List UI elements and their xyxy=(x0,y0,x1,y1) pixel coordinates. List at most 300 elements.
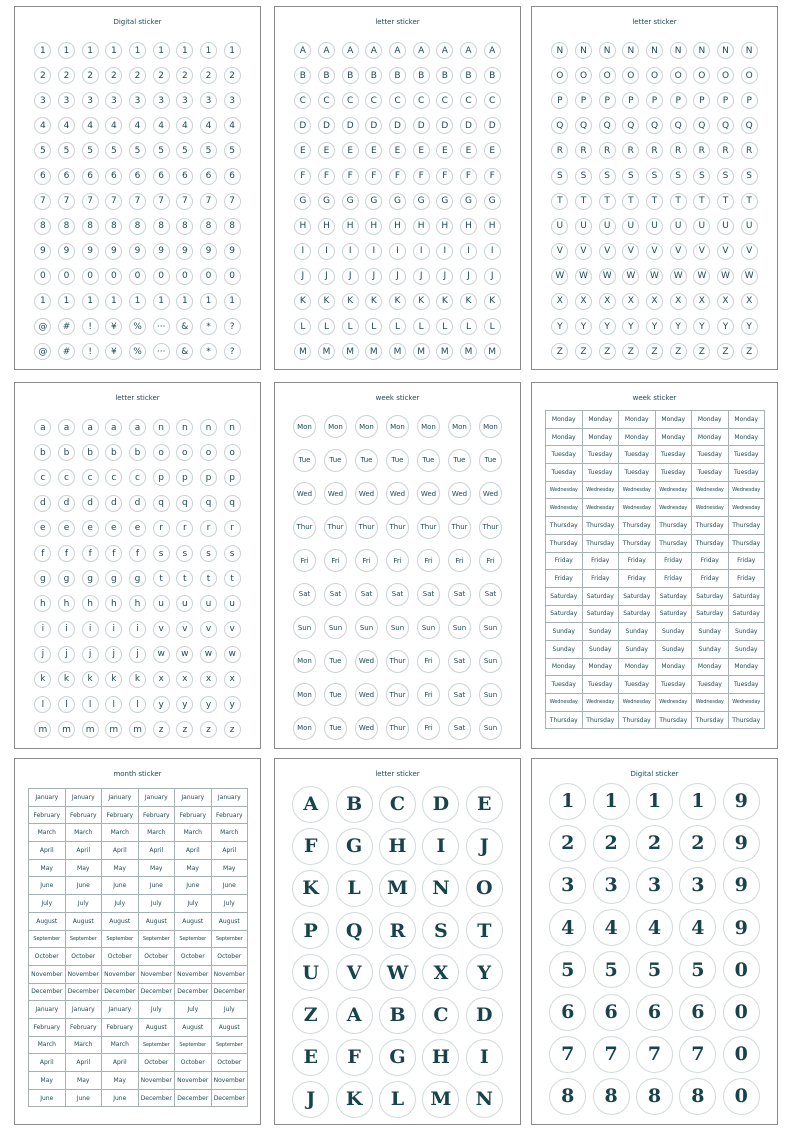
sticker-circle: 6 xyxy=(200,168,217,185)
sticker-circle: Sun xyxy=(479,616,502,639)
sticker-circle: x xyxy=(176,671,193,688)
table-cell: Saturday xyxy=(619,588,656,606)
table-cell: Tuesday xyxy=(729,446,766,464)
sticker-circle: W xyxy=(741,268,758,285)
table-cell: March xyxy=(102,824,139,842)
table-cell: April xyxy=(29,842,66,860)
sticker-circle: U xyxy=(622,218,639,235)
table-cell: Tuesday xyxy=(656,676,693,694)
sticker-circle: 0 xyxy=(723,1036,760,1073)
sheet-title: letter sticker xyxy=(632,18,677,26)
sticker-circle: L xyxy=(484,318,501,335)
table-cell: Tuesday xyxy=(619,464,656,482)
sticker-circle: F xyxy=(460,168,477,185)
sticker-circle: Tue xyxy=(386,449,409,472)
sticker-circle: U xyxy=(741,218,758,235)
sticker-circle: Mon xyxy=(417,415,440,438)
sticker-circle: Z xyxy=(622,343,639,360)
sticker-circle: C xyxy=(484,92,501,109)
table-cell: August xyxy=(139,913,176,931)
table-cell: November xyxy=(139,1072,176,1090)
sticker-circle: S xyxy=(693,168,710,185)
table-cell: June xyxy=(139,877,176,895)
sticker-circle: S xyxy=(670,168,687,185)
sticker-circle: c xyxy=(129,469,146,486)
table-cell: January xyxy=(102,789,139,807)
sticker-circle: J xyxy=(292,1081,329,1118)
table-cell: September xyxy=(212,1037,249,1055)
sticker-circle: K xyxy=(292,870,329,907)
sticker-circle: 7 xyxy=(82,193,99,210)
sticker-circle: J xyxy=(365,268,382,285)
sticker-circle: # xyxy=(58,343,75,360)
sticker-circle: 3 xyxy=(58,92,75,109)
sticker-circle: 0 xyxy=(723,1078,760,1115)
sticker-circle: 7 xyxy=(58,193,75,210)
sticker-circle: X xyxy=(741,293,758,310)
table-cell: March xyxy=(66,1037,103,1055)
sticker-circle: % xyxy=(129,343,146,360)
sticker-circle: O xyxy=(670,67,687,84)
table-cell: Tuesday xyxy=(619,446,656,464)
sticker-circle: H xyxy=(365,218,382,235)
sticker-circle: 1 xyxy=(200,42,217,59)
table-cell: July xyxy=(66,895,103,913)
sticker-circle: b xyxy=(105,444,122,461)
sticker-circle: T xyxy=(646,193,663,210)
table-cell: Monday xyxy=(656,429,693,447)
sticker-circle: ? xyxy=(224,343,241,360)
sticker-circle: L xyxy=(342,318,359,335)
sticker-circle: 0 xyxy=(129,268,146,285)
sticker-circle: O xyxy=(717,67,734,84)
table-cell: November xyxy=(175,1072,212,1090)
sticker-circle: 1 xyxy=(34,293,51,310)
sticker-circle: B xyxy=(294,67,311,84)
table-cell: Monday xyxy=(546,659,583,677)
sticker-circle: Q xyxy=(551,117,568,134)
sticker-circle: T xyxy=(575,193,592,210)
sticker-circle: B xyxy=(342,67,359,84)
sticker-circle: I xyxy=(466,1039,503,1076)
sticker-circle: O xyxy=(551,67,568,84)
sticker-circle: G xyxy=(342,193,359,210)
sticker-circle: X xyxy=(551,293,568,310)
sticker-circle: Tue xyxy=(324,683,347,706)
sticker-circle: & xyxy=(176,343,193,360)
sticker-circle: t xyxy=(153,570,170,587)
sticker-circle: Thur xyxy=(386,516,409,539)
sticker-circle: R xyxy=(670,142,687,159)
table-cell: December xyxy=(212,984,249,1002)
sticker-circle: D xyxy=(413,117,430,134)
sticker-circle: c xyxy=(82,469,99,486)
sticker-circle: A xyxy=(413,42,430,59)
sticker-circle: V xyxy=(551,243,568,260)
table-cell: July xyxy=(175,895,212,913)
sticker-circle: Q xyxy=(717,117,734,134)
sticker-circle: h xyxy=(105,595,122,612)
sticker-circle: 9 xyxy=(224,243,241,260)
sticker-circle: V xyxy=(599,243,616,260)
sticker-circle: I xyxy=(318,243,335,260)
sticker-circle: Y xyxy=(466,954,503,991)
sticker-circle: J xyxy=(460,268,477,285)
table-cell: Saturday xyxy=(546,606,583,624)
sticker-circle: d xyxy=(129,495,146,512)
sticker-circle: 0 xyxy=(723,951,760,988)
sticker-circle: R xyxy=(599,142,616,159)
sticker-circle: m xyxy=(58,721,75,738)
table-cell: Tuesday xyxy=(692,464,729,482)
sticker-circle: O xyxy=(575,67,592,84)
sticker-circle: K xyxy=(436,293,453,310)
sticker-circle: P xyxy=(551,92,568,109)
sticker-circle: v xyxy=(200,621,217,638)
sticker-circle: g xyxy=(82,570,99,587)
sticker-circle: w xyxy=(224,646,241,663)
sticker-circle: 1 xyxy=(224,293,241,310)
sticker-circle: k xyxy=(129,671,146,688)
sticker-circle: 4 xyxy=(636,909,673,946)
sticker-circle: D xyxy=(342,117,359,134)
sticker-circle: ! xyxy=(82,343,99,360)
table-cell: September xyxy=(212,931,249,949)
sticker-circle: w xyxy=(176,646,193,663)
sticker-circle: @ xyxy=(34,318,51,335)
sticker-table xyxy=(545,410,765,729)
sticker-circle: % xyxy=(129,318,146,335)
sticker-circle: 2 xyxy=(34,67,51,84)
table-cell: September xyxy=(66,931,103,949)
sticker-grid xyxy=(291,38,504,364)
sticker-circle: l xyxy=(82,696,99,713)
sticker-circle: v xyxy=(224,621,241,638)
table-cell: December xyxy=(102,984,139,1002)
table-cell: February xyxy=(212,807,249,825)
table-cell: Sunday xyxy=(546,641,583,659)
sticker-circle: N xyxy=(670,42,687,59)
sticker-circle: N xyxy=(693,42,710,59)
sticker-circle: 6 xyxy=(176,168,193,185)
sticker-circle: Sun xyxy=(324,616,347,639)
sticker-circle: Sat xyxy=(479,583,502,606)
sticker-circle: R xyxy=(741,142,758,159)
sticker-circle: Z xyxy=(599,343,616,360)
table-cell: August xyxy=(139,1019,176,1037)
sticker-circle: A xyxy=(336,997,373,1034)
sticker-circle: 9 xyxy=(723,825,760,862)
sticker-circle: V xyxy=(336,954,373,991)
sticker-circle: I xyxy=(413,243,430,260)
sticker-circle: N xyxy=(422,870,459,907)
table-cell: Monday xyxy=(692,429,729,447)
table-cell: September xyxy=(102,931,139,949)
sticker-circle: G xyxy=(389,193,406,210)
sticker-circle: Tue xyxy=(448,449,471,472)
sticker-circle: 6 xyxy=(636,994,673,1031)
sticker-circle: M xyxy=(342,343,359,360)
sticker-circle: Mon xyxy=(386,415,409,438)
sticker-circle: 9 xyxy=(58,243,75,260)
table-cell: September xyxy=(139,931,176,949)
table-cell: January xyxy=(66,1001,103,1019)
sticker-circle: o xyxy=(176,444,193,461)
sticker-circle: ¥ xyxy=(105,343,122,360)
table-cell: Thursday xyxy=(729,517,766,535)
sticker-circle: B xyxy=(460,67,477,84)
sticker-circle: W xyxy=(622,268,639,285)
sticker-circle: Sat xyxy=(386,583,409,606)
sticker-circle: F xyxy=(389,168,406,185)
sticker-circle: L xyxy=(336,870,373,907)
sticker-circle: n xyxy=(200,419,217,436)
sticker-circle: 5 xyxy=(34,142,51,159)
sticker-circle: u xyxy=(176,595,193,612)
sticker-circle: r xyxy=(224,520,241,537)
sticker-circle: n xyxy=(224,419,241,436)
table-cell: Thursday xyxy=(692,535,729,553)
sticker-circle: J xyxy=(436,268,453,285)
table-cell: Tuesday xyxy=(692,676,729,694)
sticker-circle: y xyxy=(153,696,170,713)
sticker-circle: F xyxy=(436,168,453,185)
table-cell: Wednesday xyxy=(729,482,766,500)
sticker-circle: i xyxy=(82,621,99,638)
table-cell: Friday xyxy=(619,553,656,571)
sticker-circle: 2 xyxy=(636,825,673,862)
sticker-circle: 6 xyxy=(129,168,146,185)
sticker-circle: g xyxy=(129,570,146,587)
table-cell: August xyxy=(29,913,66,931)
table-cell: May xyxy=(102,1072,139,1090)
sticker-circle: G xyxy=(365,193,382,210)
sticker-circle: G xyxy=(294,193,311,210)
sticker-circle: Tue xyxy=(324,449,347,472)
sticker-circle: 6 xyxy=(105,168,122,185)
sticker-circle: n xyxy=(153,419,170,436)
sticker-circle: M xyxy=(365,343,382,360)
sticker-circle: Thur xyxy=(386,683,409,706)
sticker-circle: R xyxy=(646,142,663,159)
sticker-grid xyxy=(31,38,244,364)
sticker-circle: 8 xyxy=(224,218,241,235)
sticker-circle: 0 xyxy=(224,268,241,285)
table-cell: February xyxy=(29,1019,66,1037)
table-cell: Thursday xyxy=(546,535,583,553)
sticker-circle: Z xyxy=(717,343,734,360)
sticker-circle: 1 xyxy=(153,42,170,59)
sticker-circle: Sat xyxy=(448,650,471,673)
sticker-circle: ¥ xyxy=(105,318,122,335)
sticker-circle: m xyxy=(82,721,99,738)
sticker-circle: Sun xyxy=(293,616,316,639)
sticker-circle: B xyxy=(413,67,430,84)
sticker-circle: J xyxy=(342,268,359,285)
sticker-circle: x xyxy=(200,671,217,688)
sticker-circle: 8 xyxy=(58,218,75,235)
sticker-circle: T xyxy=(466,912,503,949)
sticker-circle: P xyxy=(292,912,329,949)
sticker-circle: 7 xyxy=(129,193,146,210)
table-cell: Saturday xyxy=(546,588,583,606)
table-cell: Wednesday xyxy=(546,482,583,500)
sticker-circle: 8 xyxy=(82,218,99,235)
sticker-circle: J xyxy=(294,268,311,285)
sticker-circle: B xyxy=(336,786,373,823)
table-cell: Wednesday xyxy=(546,499,583,517)
table-cell: Saturday xyxy=(729,606,766,624)
sticker-circle: c xyxy=(105,469,122,486)
sticker-circle: W xyxy=(551,268,568,285)
sticker-circle: Wed xyxy=(355,482,378,505)
sticker-circle: j xyxy=(129,646,146,663)
sticker-circle: 5 xyxy=(105,142,122,159)
sticker-circle: 3 xyxy=(549,867,586,904)
sticker-circle: g xyxy=(58,570,75,587)
sticker-circle: G xyxy=(436,193,453,210)
sticker-circle: S xyxy=(422,912,459,949)
sticker-circle: Wed xyxy=(355,650,378,673)
sticker-circle: Mon xyxy=(293,717,316,740)
sticker-circle: Sun xyxy=(479,683,502,706)
sticker-circle: Sat xyxy=(448,683,471,706)
table-cell: April xyxy=(102,1054,139,1072)
sticker-circle: Tue xyxy=(324,717,347,740)
sticker-circle: Mon xyxy=(355,415,378,438)
sticker-circle: 1 xyxy=(82,42,99,59)
table-cell: Sunday xyxy=(692,623,729,641)
sticker-circle: 6 xyxy=(153,168,170,185)
sticker-circle: B xyxy=(318,67,335,84)
sticker-circle: T xyxy=(741,193,758,210)
sticker-circle: S xyxy=(575,168,592,185)
sticker-circle: A xyxy=(365,42,382,59)
sticker-circle: C xyxy=(413,92,430,109)
table-cell: July xyxy=(175,1001,212,1019)
table-cell: May xyxy=(139,860,176,878)
sticker-circle: E xyxy=(365,142,382,159)
sticker-circle: & xyxy=(176,318,193,335)
table-cell: Wednesday xyxy=(619,694,656,712)
table-cell: Wednesday xyxy=(656,694,693,712)
sticker-circle: 9 xyxy=(723,909,760,946)
sticker-circle: Z xyxy=(670,343,687,360)
sticker-circle: K xyxy=(389,293,406,310)
sticker-circle: B xyxy=(484,67,501,84)
sticker-circle: 2 xyxy=(176,67,193,84)
sticker-circle: Sat xyxy=(293,583,316,606)
sticker-circle: Z xyxy=(741,343,758,360)
table-cell: Thursday xyxy=(692,517,729,535)
sticker-circle: A xyxy=(318,42,335,59)
sticker-circle: f xyxy=(34,545,51,562)
sticker-circle: d xyxy=(105,495,122,512)
table-cell: Tuesday xyxy=(619,676,656,694)
sticker-circle: q xyxy=(153,495,170,512)
sticker-grid xyxy=(289,410,506,745)
table-cell: December xyxy=(139,984,176,1002)
sticker-circle: E xyxy=(294,142,311,159)
sticker-circle: G xyxy=(379,1039,416,1076)
table-cell: Thursday xyxy=(729,535,766,553)
sticker-circle: Wed xyxy=(417,482,440,505)
sticker-circle: Fri xyxy=(417,650,440,673)
sticker-circle: 5 xyxy=(636,951,673,988)
table-cell: October xyxy=(102,948,139,966)
sticker-circle: X xyxy=(693,293,710,310)
sticker-circle: 1 xyxy=(129,293,146,310)
table-cell: November xyxy=(175,966,212,984)
table-cell: March xyxy=(29,1037,66,1055)
sticker-circle: 6 xyxy=(593,994,630,1031)
sticker-circle: L xyxy=(436,318,453,335)
sticker-circle: Y xyxy=(741,318,758,335)
table-cell: July xyxy=(102,895,139,913)
sticker-circle: P xyxy=(622,92,639,109)
sticker-circle: 7 xyxy=(34,193,51,210)
sticker-circle: * xyxy=(200,318,217,335)
sticker-circle: z xyxy=(200,721,217,738)
sticker-circle: m xyxy=(34,721,51,738)
sticker-circle: u xyxy=(200,595,217,612)
sticker-circle: C xyxy=(379,786,416,823)
sheet-title: week sticker xyxy=(632,394,677,402)
sticker-circle: M xyxy=(318,343,335,360)
table-cell: March xyxy=(29,824,66,842)
sticker-circle: M xyxy=(436,343,453,360)
sticker-circle: Thur xyxy=(479,516,502,539)
sticker-circle: r xyxy=(200,520,217,537)
sticker-circle: H xyxy=(294,218,311,235)
table-cell: Sunday xyxy=(656,641,693,659)
sticker-circle: o xyxy=(224,444,241,461)
sticker-circle: Q xyxy=(622,117,639,134)
sticker-circle: L xyxy=(365,318,382,335)
sticker-circle: L xyxy=(379,1081,416,1118)
sticker-circle: 1 xyxy=(82,293,99,310)
sticker-circle: 2 xyxy=(224,67,241,84)
sticker-circle: 7 xyxy=(176,193,193,210)
sticker-sheet-letter-lower xyxy=(14,382,261,749)
table-cell: June xyxy=(175,877,212,895)
sticker-circle: 1 xyxy=(224,42,241,59)
table-cell: December xyxy=(175,1090,212,1108)
sticker-circle: 9 xyxy=(723,783,760,820)
sticker-circle: 8 xyxy=(549,1078,586,1115)
sticker-circle: a xyxy=(82,419,99,436)
table-cell: August xyxy=(212,913,249,931)
sticker-circle: D xyxy=(318,117,335,134)
table-cell: Monday xyxy=(583,411,620,429)
sticker-circle: Wed xyxy=(386,482,409,505)
table-cell: Saturday xyxy=(619,606,656,624)
table-cell: Sunday xyxy=(729,641,766,659)
sticker-circle: Thur xyxy=(386,650,409,673)
table-cell: February xyxy=(175,807,212,825)
sticker-circle: J xyxy=(413,268,430,285)
table-cell: Sunday xyxy=(656,623,693,641)
sticker-circle: 4 xyxy=(679,909,716,946)
table-cell: Friday xyxy=(583,570,620,588)
table-cell: October xyxy=(175,1054,212,1072)
sticker-circle: z xyxy=(153,721,170,738)
table-cell: Monday xyxy=(656,659,693,677)
sticker-circle: r xyxy=(153,520,170,537)
sticker-circle: Y xyxy=(622,318,639,335)
sticker-circle: y xyxy=(224,696,241,713)
sticker-circle: 3 xyxy=(636,867,673,904)
